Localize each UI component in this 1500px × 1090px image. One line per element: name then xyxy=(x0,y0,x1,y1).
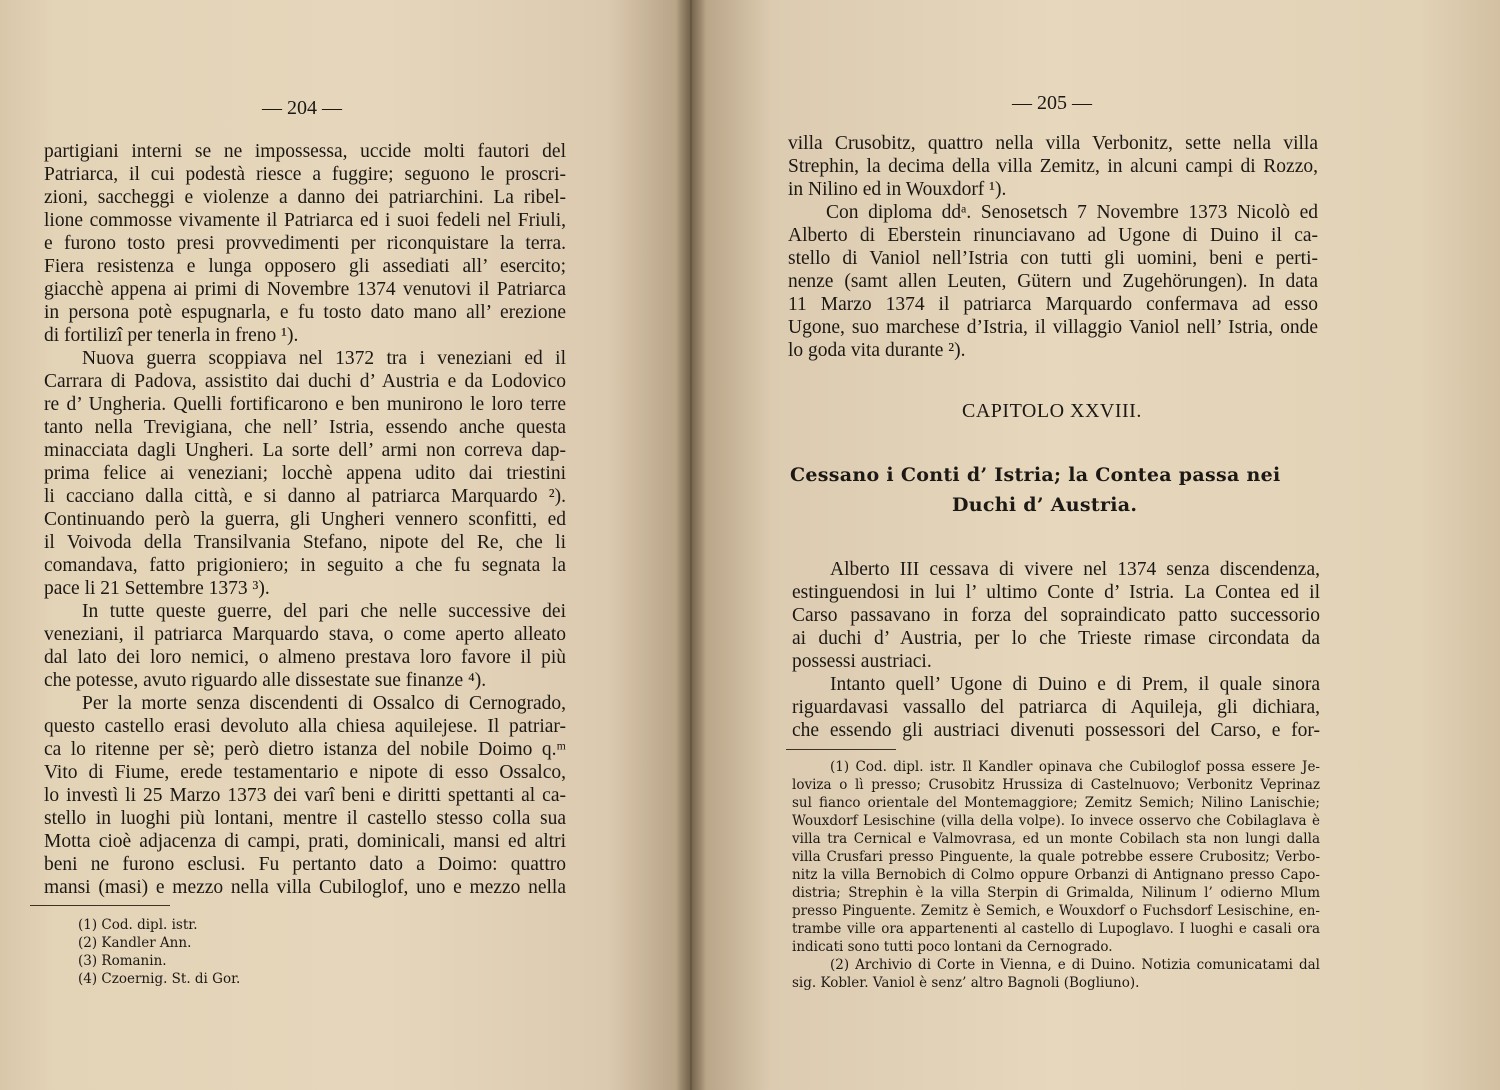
text-line: Vito di Fiume, erede testamentario e nipote di esso Ossalco, xyxy=(44,762,566,783)
text-line: partigiani interni se ne impossessa, uccide molti fautori del xyxy=(44,141,566,162)
text-line: 11 Marzo 1374 il patriarca Marquardo confermava ad esso xyxy=(788,294,1318,315)
text-line: che essendo gli austriaci divenuti possessori del Carso, e for- xyxy=(792,720,1320,741)
text-line: lo investì li 25 Marzo 1373 dei varî beni e diritti spettanti al ca- xyxy=(44,785,566,806)
text-line: Carrara di Padova, assistito dai duchi d’ Austria e da Lodovico xyxy=(44,371,566,392)
text-line: stello in luoghi più lontani, mentre il castello stesso colla sua xyxy=(44,808,566,829)
text-line: dal lato dei loro nemici, o almeno prestava loro favore il più xyxy=(44,647,566,668)
footnote: distria; Strephin è la villa Sterpin di Grimalda, Nilinum l’ odierno Mlum xyxy=(792,885,1320,901)
text-line: nenze (samt allen Leuten, Gütern und Zugehörungen). In data xyxy=(788,271,1318,292)
text-line: veneziani, il patriarca Marquardo stava, o come aperto alleato xyxy=(44,624,566,645)
book-gutter xyxy=(676,0,706,1090)
chapter-heading: CAPITOLO XXVIII. xyxy=(962,400,1142,422)
footnote: villa Crusfari presso Pinguente, la quale potrebbe essere Crubositz; Verbo- xyxy=(792,849,1320,865)
left-page xyxy=(0,0,690,1090)
text-line: Ugone, suo marchese d’Istria, il villaggio Vaniol nell’ Istria, onde xyxy=(788,317,1318,338)
text-line: Per la morte senza discendenti di Ossalco di Cernogrado, xyxy=(82,693,566,714)
text-line: Alberto III cessava di vivere nel 1374 senza discendenza, xyxy=(830,559,1320,580)
footnote: loviza o lì presso; Crusobitz Hrussiza di Castelnuovo; Verbonitz Veprinaz xyxy=(792,777,1320,793)
footnote: (1) Cod. dipl. istr. xyxy=(78,917,198,933)
footnote: (2) Kandler Ann. xyxy=(78,935,192,951)
text-line: Patriarca, il cui podestà riesce a fuggire; seguono le proscri- xyxy=(44,164,566,185)
right-page xyxy=(690,0,1500,1090)
footnote: indicati sono tutti poco lontani da Cernogrado. xyxy=(792,939,1113,955)
text-line: re d’ Ungheria. Quelli fortificarono e ben munirono le loro terre xyxy=(44,394,566,415)
text-line: zioni, saccheggi e violenze a danno dei patriarchini. La ribel- xyxy=(44,187,566,208)
text-line: pace li 21 Settembre 1373 ³). xyxy=(44,578,270,599)
text-line: e furono tosto presi provvedimenti per riconquistare la terra. xyxy=(44,233,566,254)
text-line: Fiera resistenza e lunga opposero gli assediati all’ esercito; xyxy=(44,256,566,277)
text-line: villa Crusobitz, quattro nella villa Verbonitz, sette nella villa xyxy=(788,133,1318,154)
page-number-left: — 204 — xyxy=(262,97,342,119)
text-line: possessi austriaci. xyxy=(792,651,932,672)
page-number-right: — 205 — xyxy=(1012,92,1092,114)
text-line: In tutte queste guerre, del pari che nelle successive dei xyxy=(82,601,566,622)
text-line: ai duchi d’ Austria, per lo che Trieste rimase circondata da xyxy=(792,628,1320,649)
text-line: Con diploma ddᵃ. Senosetsch 7 Novembre 1373 Nicolò ed xyxy=(826,202,1318,223)
text-line: mansi (masi) e mezzo nella villa Cubiloglof, uno e mezzo nella xyxy=(44,877,566,898)
text-line: Strephin, la decima della villa Zemitz, in alcuni campi di Rozzo, xyxy=(788,156,1318,177)
footnote: (2) Archivio di Corte in Vienna, e di Duino. Notizia comunicatami dal xyxy=(830,957,1320,973)
text-line: giacchè appena ai primi di Novembre 1374 venutovi il Patriarca xyxy=(44,279,566,300)
text-line: il Voivoda della Transilvania Stefano, nipote del Re, che li xyxy=(44,532,566,553)
text-line: tanto nella Trevigiana, che nell’ Istria, essendo anche questa xyxy=(44,417,566,438)
footnote-rule xyxy=(786,749,896,750)
text-line: comandava, fatto prigioniero; in seguito a che fu segnata la xyxy=(44,555,566,576)
text-line: riguardavasi vassallo del patriarca di Aquileja, gli dichiara, xyxy=(792,697,1320,718)
text-line: questo castello erasi devoluto alla chiesa aquilejese. Il patriar- xyxy=(44,716,566,737)
text-line: prima felice ai veneziani; locchè appena udito dai triestini xyxy=(44,463,566,484)
footnote: nitz la villa Bernobich di Colmo oppure Orbanzi di Antignano presso Capo- xyxy=(792,867,1320,883)
text-line: lo goda vita durante ²). xyxy=(788,340,966,361)
text-line: lione commosse vivamente il Patriarca ed i suoi fedeli nel Friuli, xyxy=(44,210,566,231)
text-line: Continuando però la guerra, gli Ungheri vennero sconfitti, ed xyxy=(44,509,566,530)
footnote: villa tra Cernical e Valmovrasa, ed un monte Cobilach sta non lungi dalla xyxy=(792,831,1320,847)
footnote-rule xyxy=(30,905,170,906)
footnote: presso Pinguente. Zemitz è Semich, e Wouxdorf o Fuchsdorf Lesischine, en- xyxy=(792,903,1320,919)
footnote: Wouxdorf Lesischine (villa della volpe). Io invece osservo che Cobilaglava è xyxy=(792,813,1320,829)
text-line: estinguendosi in lui l’ ultimo Conte d’ Istria. La Contea ed il xyxy=(792,582,1320,603)
text-line: Carso passavano in forza del sopraindicato patto successorio xyxy=(792,605,1320,626)
text-line: che potesse, avuto riguardo alle dissestate sue finanze ⁴). xyxy=(44,670,487,691)
text-line: minacciata dagli Ungheri. La sorte dell’ armi non correva dap- xyxy=(44,440,566,461)
text-line: stello di Vaniol nell’Istria con tutti gli uomini, beni e perti- xyxy=(788,248,1318,269)
chapter-title: Cessano i Conti d’ Istria; la Contea passa nei xyxy=(790,464,1281,486)
text-line: ca lo ritenne per sè; però dietro istanza del nobile Doimo q.ᵐ xyxy=(44,739,566,760)
text-line: beni ne furono esclusi. Fu pertanto dato a Doimo: quattro xyxy=(44,854,566,875)
chapter-title: Duchi d’ Austria. xyxy=(952,494,1138,516)
text-line: Nuova guerra scoppiava nel 1372 tra i veneziani ed il xyxy=(82,348,566,369)
footnote: sig. Kobler. Vaniol è senz’ altro Bagnoli (Bogliuno). xyxy=(792,975,1140,991)
text-line: in Nilino ed in Wouxdorf ¹). xyxy=(788,179,1007,200)
text-line: in persona potè espugnarla, e fu tosto dato mano all’ erezione xyxy=(44,302,566,323)
footnote: (1) Cod. dipl. istr. Il Kandler opinava che Cubiloglof possa essere Je- xyxy=(830,759,1320,775)
footnote: sul fianco orientale del Montemaggiore; Zemitz Semich; Nilino Lanischie; xyxy=(792,795,1320,811)
text-line: Alberto di Eberstein rinunciavano ad Ugone di Duino il ca- xyxy=(788,225,1318,246)
footnote: (3) Romanin. xyxy=(78,953,167,969)
text-line: di fortilizî per tenerla in freno ¹). xyxy=(44,325,299,346)
footnote: trambe ville ora appartenenti al castello di Lupoglavo. I luoghi e casali ora xyxy=(792,921,1320,937)
text-line: li cacciano dalla città, e si danno al patriarca Marquardo ²). xyxy=(44,486,566,507)
text-line: Intanto quell’ Ugone di Duino e di Prem, il quale sinora xyxy=(830,674,1320,695)
text-line: Motta cioè adjacenza di campi, prati, dominicali, mansi ed altri xyxy=(44,831,566,852)
footnote: (4) Czoernig. St. di Gor. xyxy=(78,971,241,987)
